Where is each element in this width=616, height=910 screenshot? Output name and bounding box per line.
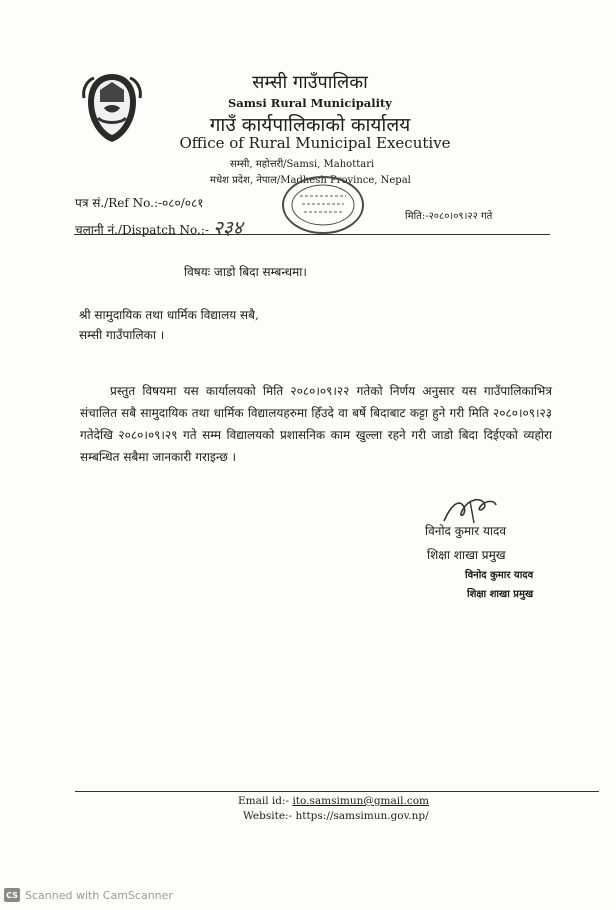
signatory-title: शिक्षा शाखा प्रमुख bbox=[427, 548, 506, 562]
office-stamp-icon bbox=[278, 172, 368, 238]
reference-label: पत्र सं./Ref No.:- bbox=[75, 196, 163, 210]
email-label: Email id:- bbox=[238, 795, 290, 807]
letter-subject: विषयः जाडो बिदा सम्बन्धमा। bbox=[184, 265, 307, 279]
watermark-text: Scanned with CamScanner bbox=[25, 888, 173, 902]
office-name-nepali: गाउँ कार्यपालिकाको कार्यालय bbox=[209, 114, 411, 136]
seal-name: विनोद कुमार यादव bbox=[465, 570, 534, 581]
seal-title: शिक्षा शाखा प्रमुख bbox=[467, 589, 534, 600]
municipality-name-nepali: सम्सी गाउँपालिका bbox=[252, 72, 368, 93]
header-divider bbox=[74, 234, 550, 235]
letter-body: प्रस्तुत विषयमा यस कार्यालयको मिति २०८०।०९।२२ गतेको निर्णय अनुसार यस गाउँपालिकाभित्र संचालित सबै सामुदायिक तथा धार्मिक विद्यालयहरुमा हिँउदे वा बर्षे बिदाबाट कट्टा हुने गरी मिति २०८०।०९।२३ गतेदेखि २०८०।०९।२९ गते सम्म विद्यालयको प्रशासनिक काम खुल्ला रहने गरी जाडो बिदा दिईएको व्यहोरा सम्बन्धित सबैमा जानकारी गराइन्छ । bbox=[80, 384, 552, 464]
dispatch-value: २३४ bbox=[212, 217, 243, 239]
office-name-english: Office of Rural Municipal Executive bbox=[179, 134, 451, 152]
camscanner-icon: CS bbox=[4, 888, 20, 902]
footer-divider bbox=[75, 791, 599, 792]
dispatch-label: चलानी नं./Dispatch No.:- bbox=[75, 223, 209, 237]
reference-value: ०८०/०८१ bbox=[162, 196, 204, 210]
website-label: Website:- bbox=[243, 810, 293, 822]
addressee-line-1: श्री सामुदायिक तथा धार्मिक विद्यालय सबै, bbox=[79, 308, 259, 322]
address-line-2: मधेश प्रदेश, नेपाल/Madhesh Province, Nepal bbox=[210, 175, 411, 186]
municipality-emblem-icon bbox=[80, 68, 144, 146]
signatory-name: विनोद कुमार यादव bbox=[425, 524, 507, 538]
website-link[interactable]: https://samsimun.gov.np/ bbox=[295, 810, 429, 822]
email-link[interactable]: ito.samsimun@gmail.com bbox=[292, 795, 429, 807]
dispatch-number bbox=[75, 214, 243, 240]
footer-email bbox=[238, 795, 429, 807]
municipality-name-english: Samsi Rural Municipality bbox=[228, 96, 392, 110]
footer-website bbox=[243, 810, 429, 822]
addressee-line-2: सम्सी गाउँपालिका । bbox=[79, 328, 165, 342]
address-line-1: सम्सी, महोत्तरी/Samsi, Mahottari bbox=[230, 159, 375, 170]
letter-date: मिति:-२०८०।०९।२२ गते bbox=[405, 211, 493, 222]
camscanner-watermark bbox=[4, 888, 173, 902]
reference-number bbox=[75, 194, 204, 211]
